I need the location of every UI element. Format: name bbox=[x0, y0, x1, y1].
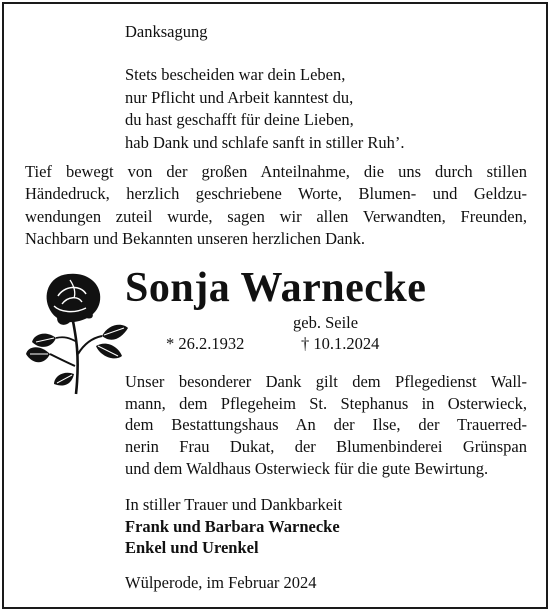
death-date: † 10.1.2024 bbox=[301, 334, 380, 353]
mourner-names: Enkel und Urenkel bbox=[125, 538, 259, 557]
thanks-line: nerin Frau Dukat, der Blumenbinderei Grünspan bbox=[125, 437, 527, 457]
mourners-intro: In stiller Trauer und Dankbarkeit bbox=[125, 495, 343, 514]
heading: Danksagung bbox=[125, 22, 208, 41]
deceased-name: Sonja Warnecke bbox=[125, 265, 427, 311]
thanks-line: dem Bestattungshaus An der Ilse, der Trauerred- bbox=[125, 415, 527, 435]
rose-icon bbox=[24, 266, 130, 398]
obituary-notice bbox=[2, 2, 548, 609]
poem bbox=[125, 64, 405, 154]
mourners-block bbox=[125, 494, 342, 559]
poem-line: du hast geschafft für deine Lieben, bbox=[125, 110, 354, 129]
poem-line: nur Pflicht und Arbeit kanntest du, bbox=[125, 87, 354, 107]
intro-line: Tief bewegt von der großen Anteilnahme, die uns durch stillen bbox=[25, 162, 527, 181]
poem-line: Stets bescheiden war dein Leben, bbox=[125, 65, 346, 84]
poem-line: hab Dank und schlafe sanft in stiller Ruh’. bbox=[125, 132, 405, 152]
thanks-line: und dem Waldhaus Osterwieck für die gute Bewirtung. bbox=[125, 458, 489, 478]
birth-name: geb. Seile bbox=[293, 313, 359, 332]
thanks-line: Unser besonderer Dank gilt dem Pflegedienst Wall- bbox=[125, 372, 527, 391]
special-thanks-paragraph bbox=[125, 371, 527, 480]
birth-date: * 26.2.1932 bbox=[166, 334, 245, 353]
place-date: Wülperode, im Februar 2024 bbox=[125, 573, 317, 592]
mourner-names: Frank und Barbara Warnecke bbox=[125, 516, 340, 536]
intro-paragraph bbox=[25, 161, 527, 250]
thanks-line: mann, dem Pflegeheim St. Stephanus in Osterwieck, bbox=[125, 393, 527, 413]
intro-line: wendungen zuteil wurde, sagen wir allen Verwandten, Freunden, bbox=[25, 206, 527, 226]
intro-line: Nachbarn und Bekannten unseren herzlichen Dank. bbox=[25, 228, 365, 248]
intro-line: Händedruck, herzlich geschriebene Worte, Blumen- und Geldzu- bbox=[25, 184, 527, 204]
